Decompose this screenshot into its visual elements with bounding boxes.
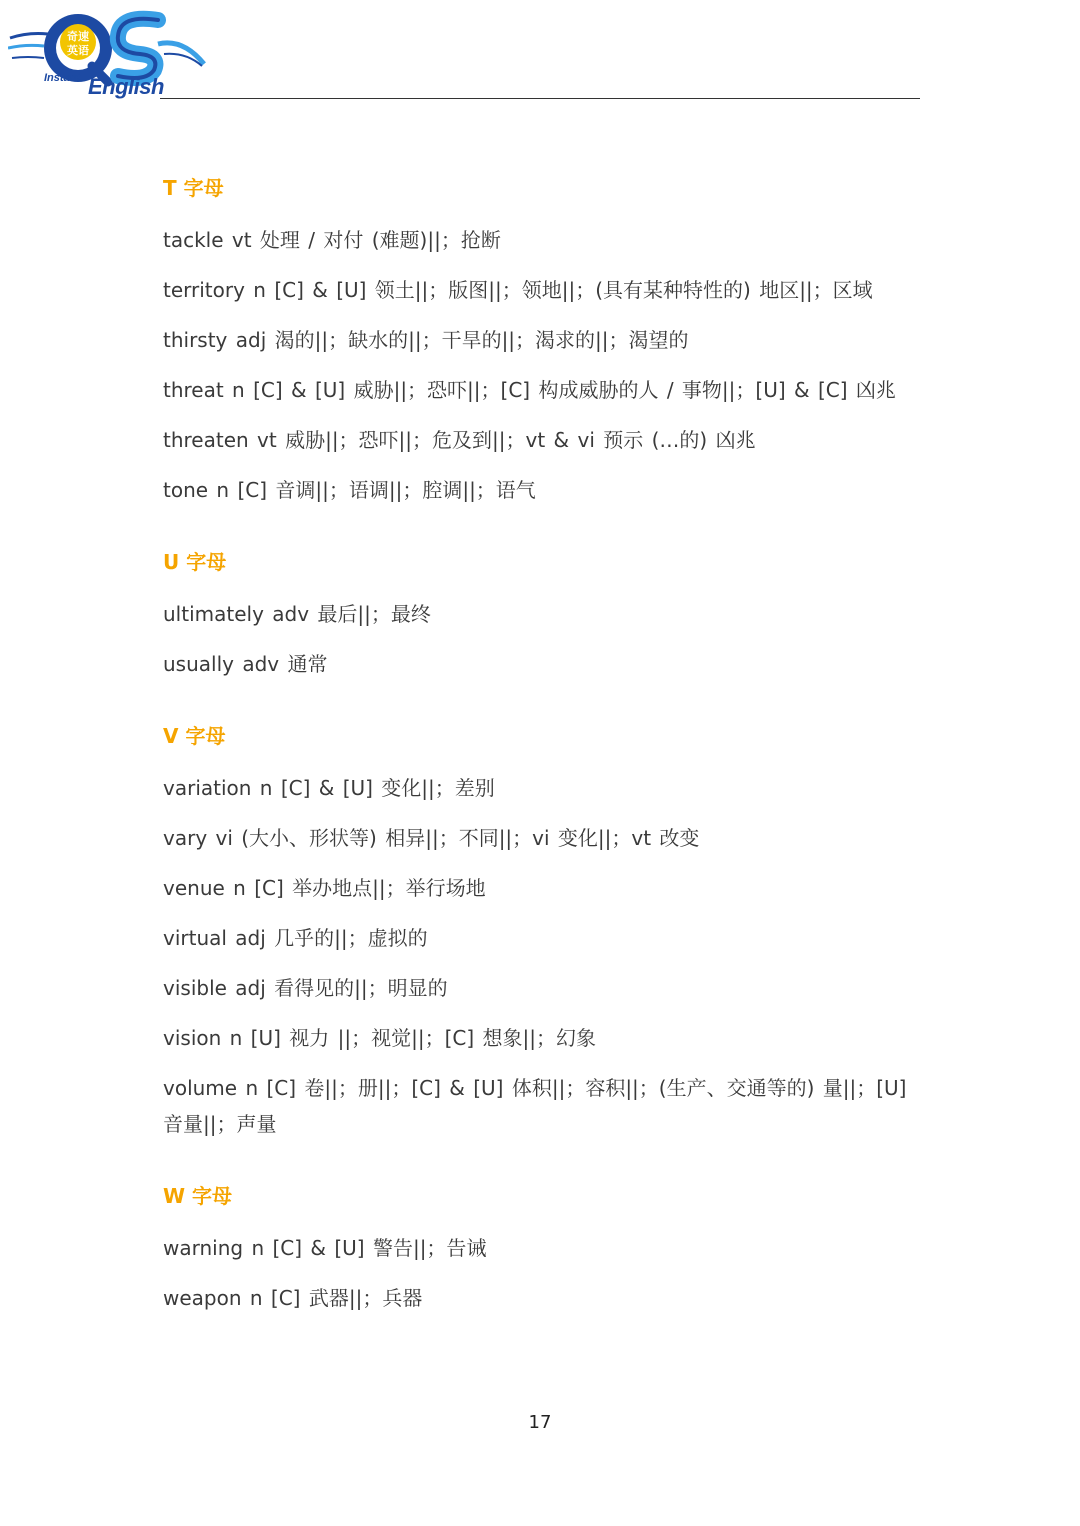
section-title: T 字母 [163, 176, 224, 200]
logo-english-text: English [88, 74, 164, 99]
vocab-entry: warning n [C] & [U] 警告||；告诫 [163, 1236, 487, 1260]
logo-instant-text: Instant [44, 72, 81, 84]
page-number: 17 [528, 1412, 552, 1433]
header-divider [160, 98, 920, 99]
section-w [163, 1180, 933, 1316]
vocab-entry: tackle vt 处理 / 对付 (难题)||；抢断 [163, 228, 501, 252]
vocabulary-list [163, 172, 933, 1354]
logo-badge-line2: 英语 [67, 44, 89, 57]
section-title: V 字母 [163, 724, 226, 748]
section-u [163, 546, 933, 682]
section-title: U 字母 [163, 550, 227, 574]
vocab-entry: ultimately adv 最后||；最终 [163, 602, 431, 626]
vocab-entry: variation n [C] & [U] 变化||；差别 [163, 776, 495, 800]
vocab-entry: virtual adj 几乎的||；虚拟的 [163, 926, 428, 950]
vocab-entry: tone n [C] 音调||；语调||；腔调||；语气 [163, 478, 536, 502]
section-v [163, 720, 933, 1142]
section-t [163, 172, 933, 508]
vocab-entry: usually adv 通常 [163, 652, 328, 676]
vocab-entry: threat n [C] & [U] 威胁||；恐吓||；[C] 构成威胁的人 / 事物||；[U] & [C] 凶兆 [163, 378, 896, 402]
vocab-entry: vision n [U] 视力 ||；视觉||；[C] 想象||；幻象 [163, 1026, 596, 1050]
vocab-entry: threaten vt 威胁||；恐吓||；危及到||；vt & vi 预示 (…的) 凶兆 [163, 428, 756, 452]
vocab-entry: thirsty adj 渴的||；缺水的||；干旱的||；渴求的||；渴望的 [163, 328, 689, 352]
vocab-entry: venue n [C] 举办地点||；举行场地 [163, 876, 486, 900]
vocab-entry: territory n [C] & [U] 领土||；版图||；领地||；(具有某种特性的) 地区||；区域 [163, 278, 873, 302]
logo-badge-line1: 奇速 [67, 30, 89, 43]
brand-logo [8, 4, 208, 104]
vocab-entry: vary vi (大小、形状等) 相异||；不同||；vi 变化||；vt 改变 [163, 826, 700, 850]
page-header [0, 0, 1080, 110]
section-title: W 字母 [163, 1184, 233, 1208]
vocab-entry: volume n [C] 卷||；册||；[C] & [U] 体积||；容积||；(生产、交通等的) 量||；[U] 音量||；声量 [163, 1076, 907, 1136]
vocab-entry: visible adj 看得见的||；明显的 [163, 976, 448, 1000]
vocab-entry: weapon n [C] 武器||；兵器 [163, 1286, 423, 1310]
